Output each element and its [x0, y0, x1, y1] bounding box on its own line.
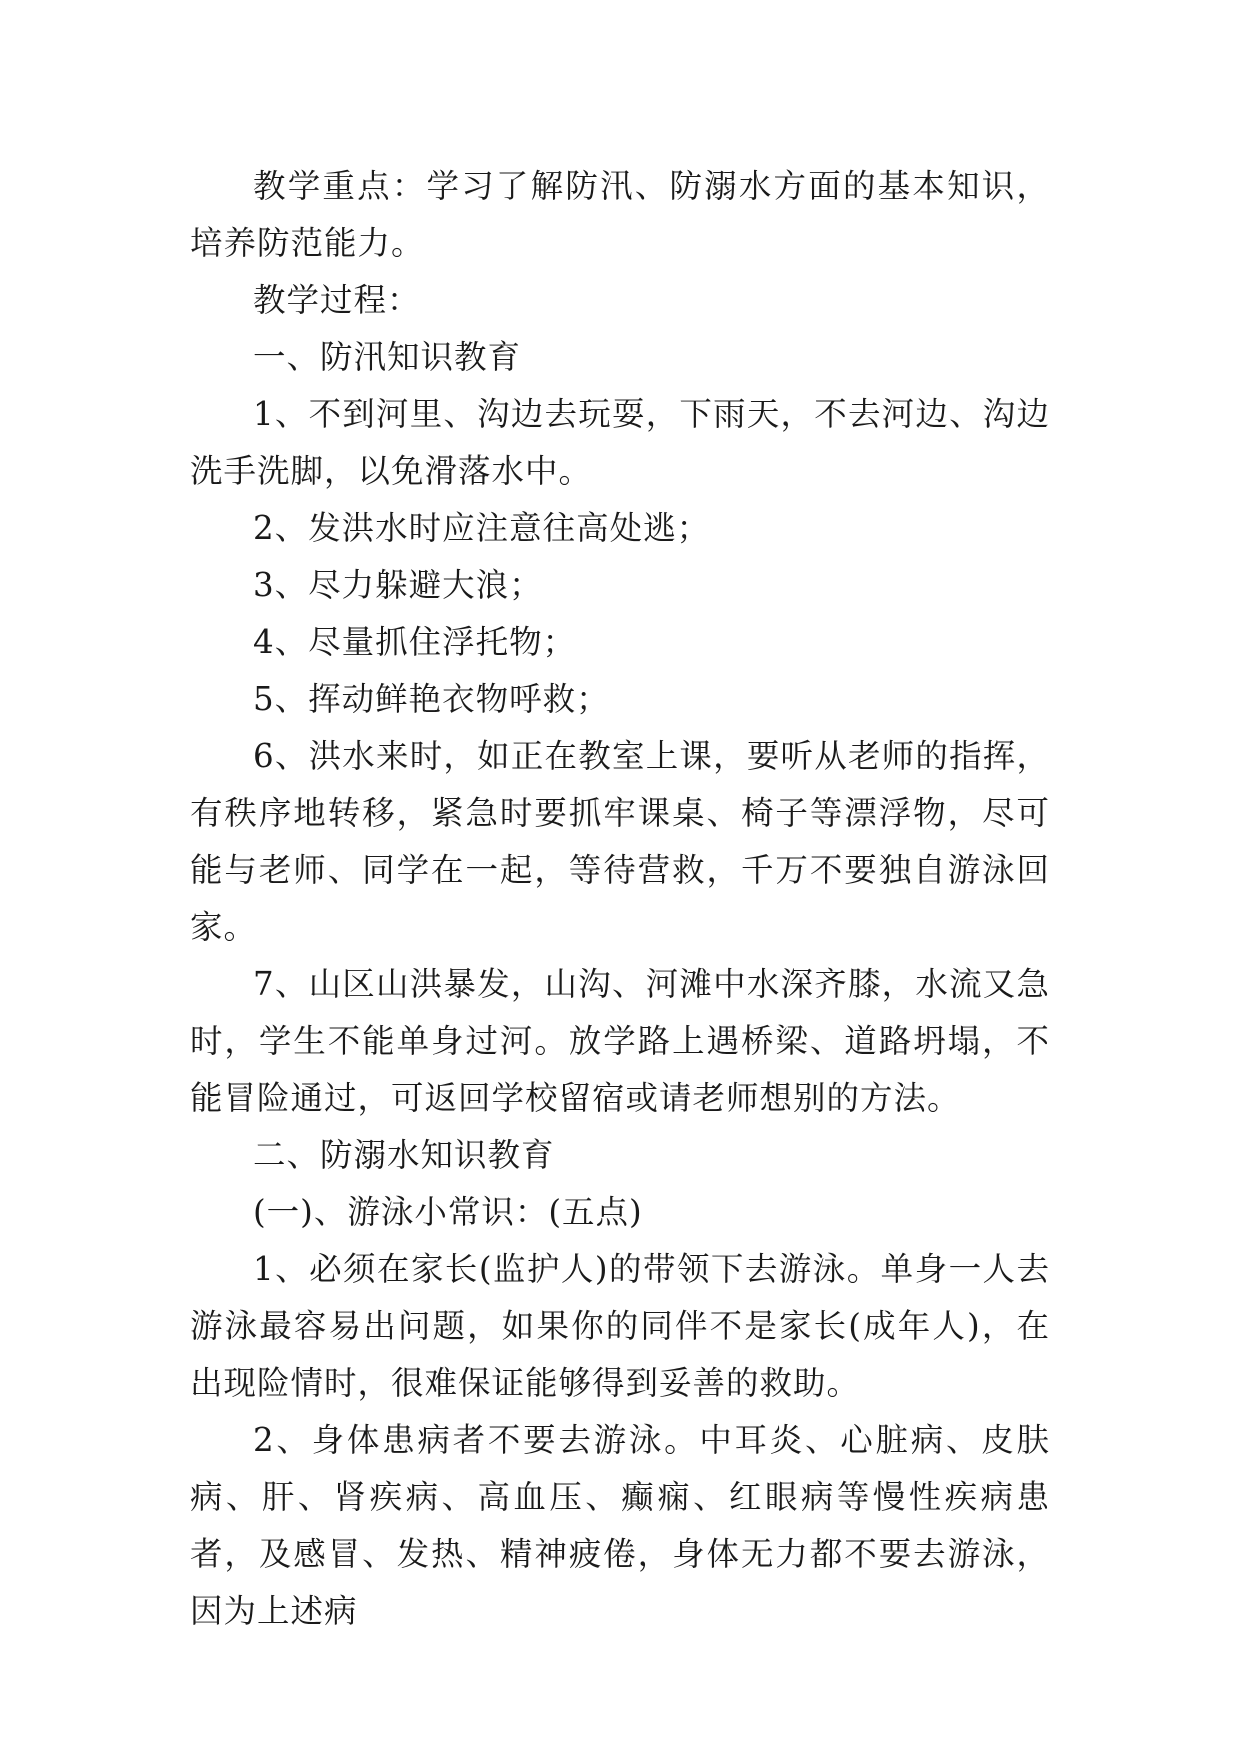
- paragraph-flood-item-2: 2、发洪水时应注意往高处逃；: [253, 509, 711, 547]
- paragraph-teaching-focus: 教学重点：学习了解防汛、防溺水方面的基本知识，培养防范能力。: [190, 167, 1050, 262]
- heading-drowning-knowledge: 二、防溺水知识教育: [253, 1136, 555, 1174]
- paragraph-flood-item-1: 1、不到河里、沟边去玩耍，下雨天，不去河边、沟边洗手洗脚，以免滑落水中。: [190, 395, 1050, 490]
- paragraph-flood-item-4: 4、尽量抓住浮托物；: [253, 623, 577, 661]
- document-body: [190, 158, 1050, 1640]
- paragraph-teaching-process: 教学过程：: [253, 281, 421, 319]
- paragraph-flood-item-3: 3、尽力躲避大浪；: [253, 566, 543, 604]
- paragraph-flood-item-7: 7、山区山洪暴发，山沟、河滩中水深齐膝，水流又急时，学生不能单身过河。放学路上遇桥梁、道路坍塌，不能冒险通过，可返回学校留宿或请老师想别的方法。: [190, 965, 1050, 1117]
- heading-flood-knowledge: 一、防汛知识教育: [253, 338, 522, 376]
- paragraph-swim-item-2: 2、身体患病者不要去游泳。中耳炎、心脏病、皮肤病、肝、肾疾病、高血压、癫痫、红眼病等慢性疾病患者，及感冒、发热、精神疲倦，身体无力都不要去游泳，因为上述病: [190, 1421, 1050, 1630]
- paragraph-flood-item-6: 6、洪水来时，如正在教室上课，要听从老师的指挥，有秩序地转移，紧急时要抓牢课桌、椅子等漂浮物，尽可能与老师、同学在一起，等待营救，千万不要独自游泳回家。: [190, 737, 1050, 946]
- paragraph-flood-item-5: 5、挥动鲜艳衣物呼救；: [253, 680, 610, 718]
- subheading-swimming-tips: (一)、游泳小常识：(五点): [253, 1193, 643, 1231]
- paragraph-swim-item-1: 1、必须在家长(监护人)的带领下去游泳。单身一人去游泳最容易出问题，如果你的同伴不是家长(成年人)，在出现险情时，很难保证能够得到妥善的救助。: [190, 1250, 1050, 1402]
